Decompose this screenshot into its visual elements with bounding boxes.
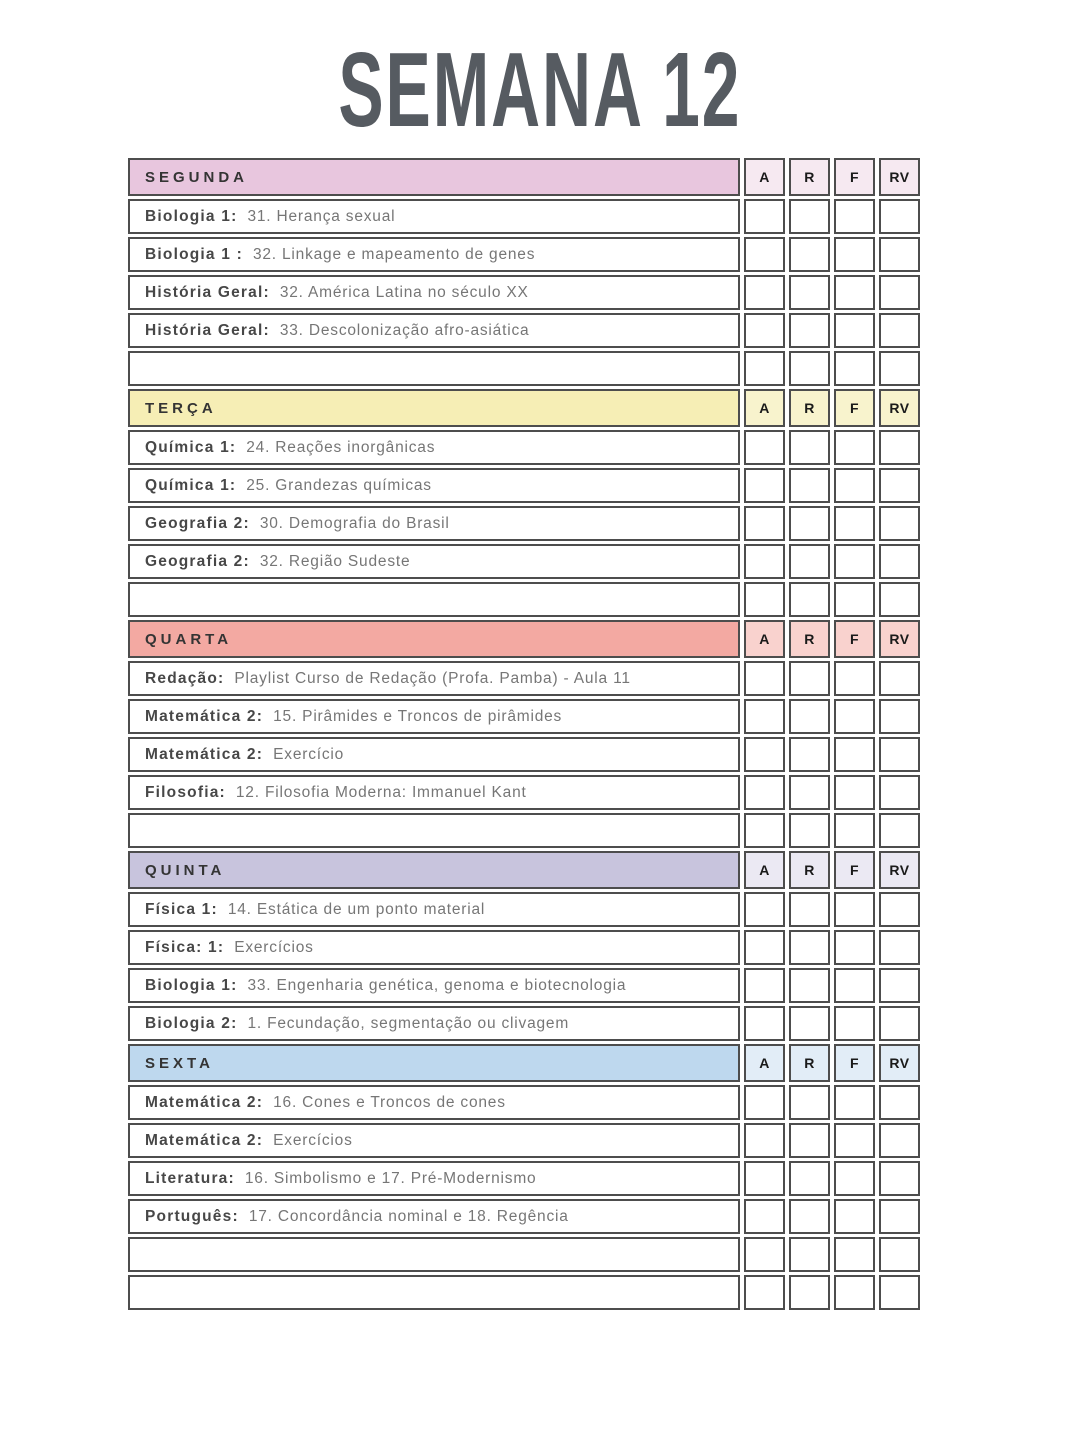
subject-row <box>128 1085 920 1120</box>
check-cell-r[interactable] <box>789 775 830 810</box>
check-cell-r[interactable] <box>789 275 830 310</box>
subject-cell <box>128 699 740 734</box>
subject-cell <box>128 1275 740 1310</box>
subject-row <box>128 1123 920 1158</box>
subject-cell <box>128 582 740 617</box>
check-cell-f[interactable] <box>834 582 875 617</box>
lesson-content: Playlist Curso de Redação (Profa. Pamba) - Aula 11 <box>234 669 631 687</box>
day-header-sexta: SEXTA <box>128 1044 740 1082</box>
lesson-content: 17. Concordância nominal e 18. Regência <box>248 1207 569 1225</box>
subject-cell <box>128 544 740 579</box>
day-header-row <box>128 158 920 196</box>
subject-row <box>128 275 920 310</box>
check-cell-rv[interactable] <box>879 892 920 927</box>
check-column-header-a: A <box>744 389 785 427</box>
subject-row <box>128 1199 920 1234</box>
check-cell-a[interactable] <box>744 1237 785 1272</box>
check-cell-rv[interactable] <box>879 661 920 696</box>
lesson-content: 32. Região Sudeste <box>259 552 411 570</box>
subject-label: Português: <box>145 1207 239 1225</box>
check-cell-rv[interactable] <box>879 430 920 465</box>
day-header-row <box>128 389 920 427</box>
subject-row <box>128 430 920 465</box>
check-cell-rv[interactable] <box>879 930 920 965</box>
subject-cell <box>128 892 740 927</box>
subject-cell <box>128 1237 740 1272</box>
check-cell-f[interactable] <box>834 544 875 579</box>
subject-label: Matemática 2: <box>145 1093 264 1111</box>
week-table <box>124 155 924 1313</box>
check-cell-r[interactable] <box>789 661 830 696</box>
check-cell-a[interactable] <box>744 468 785 503</box>
check-cell-r[interactable] <box>789 813 830 848</box>
check-cell-r[interactable] <box>789 737 830 772</box>
check-cell-a[interactable] <box>744 275 785 310</box>
subject-cell <box>128 930 740 965</box>
subject-row <box>128 775 920 810</box>
check-cell-rv[interactable] <box>879 313 920 348</box>
check-cell-a[interactable] <box>744 930 785 965</box>
check-cell-rv[interactable] <box>879 737 920 772</box>
lesson-content: 33. Descolonização afro-asiática <box>279 321 530 339</box>
check-column-header-r: R <box>789 158 830 196</box>
check-cell-f[interactable] <box>834 1006 875 1041</box>
lesson-content: 32. América Latina no século XX <box>279 283 529 301</box>
check-cell-a[interactable] <box>744 1123 785 1158</box>
subject-label: História Geral: <box>145 321 270 339</box>
subject-cell <box>128 1006 740 1041</box>
check-cell-f[interactable] <box>834 968 875 1003</box>
subject-row <box>128 1161 920 1196</box>
check-cell-r[interactable] <box>789 1237 830 1272</box>
subject-row <box>128 468 920 503</box>
check-cell-rv[interactable] <box>879 699 920 734</box>
subject-row <box>128 661 920 696</box>
subject-label: Química 1: <box>145 438 237 456</box>
check-cell-f[interactable] <box>834 1275 875 1310</box>
check-cell-r[interactable] <box>789 506 830 541</box>
check-cell-r[interactable] <box>789 199 830 234</box>
check-cell-a[interactable] <box>744 813 785 848</box>
subject-label: Biologia 1 : <box>145 245 243 263</box>
subject-label: Literatura: <box>145 1169 235 1187</box>
check-cell-r[interactable] <box>789 930 830 965</box>
check-cell-f[interactable] <box>834 1237 875 1272</box>
check-cell-f[interactable] <box>834 1161 875 1196</box>
subject-label: Matemática 2: <box>145 707 264 725</box>
check-cell-f[interactable] <box>834 699 875 734</box>
subject-label: Física: 1: <box>145 938 225 956</box>
subject-cell <box>128 1199 740 1234</box>
check-cell-f[interactable] <box>834 199 875 234</box>
check-column-header-r: R <box>789 1044 830 1082</box>
check-cell-f[interactable] <box>834 813 875 848</box>
check-cell-f[interactable] <box>834 661 875 696</box>
check-cell-a[interactable] <box>744 699 785 734</box>
lesson-content: 16. Simbolismo e 17. Pré-Modernismo <box>244 1169 537 1187</box>
subject-label: Biologia 1: <box>145 207 238 225</box>
check-cell-a[interactable] <box>744 775 785 810</box>
subject-cell <box>128 1161 740 1196</box>
lesson-content: 33. Engenharia genética, genoma e biotecnologia <box>247 976 627 994</box>
check-column-header-a: A <box>744 620 785 658</box>
check-cell-a[interactable] <box>744 968 785 1003</box>
lesson-content: 24. Reações inorgânicas <box>246 438 436 456</box>
check-cell-r[interactable] <box>789 1199 830 1234</box>
subject-row <box>128 699 920 734</box>
check-cell-rv[interactable] <box>879 1123 920 1158</box>
check-cell-rv[interactable] <box>879 1006 920 1041</box>
subject-cell <box>128 313 740 348</box>
lesson-content: 16. Cones e Troncos de cones <box>273 1093 506 1111</box>
check-cell-r[interactable] <box>789 1006 830 1041</box>
day-header-quarta: QUARTA <box>128 620 740 658</box>
check-cell-rv[interactable] <box>879 506 920 541</box>
subject-cell <box>128 468 740 503</box>
check-cell-f[interactable] <box>834 892 875 927</box>
subject-cell <box>128 775 740 810</box>
check-cell-rv[interactable] <box>879 351 920 386</box>
lesson-content: 30. Demografia do Brasil <box>259 514 450 532</box>
subject-row <box>128 544 920 579</box>
day-header-row <box>128 851 920 889</box>
day-header-row <box>128 620 920 658</box>
check-cell-r[interactable] <box>789 1161 830 1196</box>
check-cell-a[interactable] <box>744 1006 785 1041</box>
planner-page <box>0 31 1080 1313</box>
subject-cell <box>128 199 740 234</box>
subject-label: História Geral: <box>145 283 270 301</box>
lesson-content: 12. Filosofia Moderna: Immanuel Kant <box>235 783 527 801</box>
check-cell-rv[interactable] <box>879 775 920 810</box>
subject-row <box>128 1237 920 1272</box>
check-cell-a[interactable] <box>744 199 785 234</box>
check-cell-rv[interactable] <box>879 1199 920 1234</box>
check-cell-r[interactable] <box>789 582 830 617</box>
day-header-terca: TERÇA <box>128 389 740 427</box>
lesson-content: 32. Linkage e mapeamento de genes <box>252 245 536 263</box>
check-column-header-a: A <box>744 851 785 889</box>
title-wrap <box>0 31 1080 149</box>
lesson-content: 15. Pirâmides e Troncos de pirâmides <box>273 707 563 725</box>
check-column-header-rv: RV <box>879 851 920 889</box>
lesson-content: 1. Fecundação, segmentação ou clivagem <box>247 1014 570 1032</box>
check-cell-a[interactable] <box>744 351 785 386</box>
day-header-segunda: SEGUNDA <box>128 158 740 196</box>
check-cell-f[interactable] <box>834 930 875 965</box>
check-column-header-a: A <box>744 158 785 196</box>
check-cell-f[interactable] <box>834 430 875 465</box>
subject-label: Geografia 2: <box>145 514 250 532</box>
lesson-content: Exercícios <box>234 938 314 956</box>
subject-row <box>128 313 920 348</box>
check-cell-rv[interactable] <box>879 199 920 234</box>
check-cell-rv[interactable] <box>879 582 920 617</box>
subject-row <box>128 506 920 541</box>
check-column-header-a: A <box>744 1044 785 1082</box>
check-cell-r[interactable] <box>789 351 830 386</box>
subject-label: Física 1: <box>145 900 218 918</box>
check-cell-r[interactable] <box>789 237 830 272</box>
check-cell-rv[interactable] <box>879 1275 920 1310</box>
page-title: SEMANA 12 <box>338 31 742 149</box>
check-cell-a[interactable] <box>744 1275 785 1310</box>
subject-row <box>128 813 920 848</box>
check-cell-r[interactable] <box>789 544 830 579</box>
subject-cell <box>128 430 740 465</box>
check-cell-r[interactable] <box>789 968 830 1003</box>
check-cell-r[interactable] <box>789 1085 830 1120</box>
check-cell-rv[interactable] <box>879 237 920 272</box>
subject-row <box>128 199 920 234</box>
check-column-header-rv: RV <box>879 389 920 427</box>
day-header-quinta: QUINTA <box>128 851 740 889</box>
check-cell-rv[interactable] <box>879 1161 920 1196</box>
subject-row <box>128 968 920 1003</box>
check-cell-r[interactable] <box>789 892 830 927</box>
check-cell-f[interactable] <box>834 275 875 310</box>
check-column-header-f: F <box>834 620 875 658</box>
subject-label: Química 1: <box>145 476 237 494</box>
check-cell-a[interactable] <box>744 237 785 272</box>
subject-cell <box>128 737 740 772</box>
check-cell-rv[interactable] <box>879 1237 920 1272</box>
subject-cell <box>128 275 740 310</box>
check-column-header-f: F <box>834 1044 875 1082</box>
lesson-content: 25. Grandezas químicas <box>246 476 432 494</box>
check-cell-a[interactable] <box>744 544 785 579</box>
check-cell-f[interactable] <box>834 506 875 541</box>
subject-cell <box>128 661 740 696</box>
subject-row <box>128 237 920 272</box>
check-column-header-f: F <box>834 851 875 889</box>
check-column-header-r: R <box>789 851 830 889</box>
check-cell-a[interactable] <box>744 430 785 465</box>
subject-cell <box>128 968 740 1003</box>
subject-cell <box>128 351 740 386</box>
lesson-content: Exercícios <box>273 1131 353 1149</box>
subject-row <box>128 737 920 772</box>
check-cell-rv[interactable] <box>879 813 920 848</box>
subject-label: Geografia 2: <box>145 552 250 570</box>
check-column-header-f: F <box>834 389 875 427</box>
check-cell-f[interactable] <box>834 1085 875 1120</box>
check-cell-f[interactable] <box>834 737 875 772</box>
check-cell-rv[interactable] <box>879 468 920 503</box>
subject-label: Biologia 1: <box>145 976 238 994</box>
subject-row <box>128 1006 920 1041</box>
check-cell-r[interactable] <box>789 1275 830 1310</box>
check-cell-f[interactable] <box>834 313 875 348</box>
subject-cell <box>128 506 740 541</box>
check-cell-a[interactable] <box>744 1161 785 1196</box>
check-cell-a[interactable] <box>744 892 785 927</box>
lesson-content: 14. Estática de um ponto material <box>227 900 486 918</box>
check-cell-f[interactable] <box>834 237 875 272</box>
check-cell-a[interactable] <box>744 661 785 696</box>
subject-row <box>128 351 920 386</box>
check-cell-a[interactable] <box>744 506 785 541</box>
subject-cell <box>128 237 740 272</box>
subject-row <box>128 1275 920 1310</box>
lesson-content: Exercício <box>273 745 345 763</box>
subject-row <box>128 930 920 965</box>
subject-cell <box>128 1085 740 1120</box>
check-column-header-rv: RV <box>879 158 920 196</box>
check-cell-rv[interactable] <box>879 275 920 310</box>
check-cell-a[interactable] <box>744 582 785 617</box>
check-cell-f[interactable] <box>834 1199 875 1234</box>
check-column-header-r: R <box>789 620 830 658</box>
check-cell-a[interactable] <box>744 1085 785 1120</box>
check-cell-r[interactable] <box>789 699 830 734</box>
subject-label: Matemática 2: <box>145 745 264 763</box>
subject-label: Filosofia: <box>145 783 226 801</box>
check-cell-f[interactable] <box>834 351 875 386</box>
subject-cell <box>128 1123 740 1158</box>
check-cell-f[interactable] <box>834 468 875 503</box>
check-cell-a[interactable] <box>744 737 785 772</box>
check-cell-f[interactable] <box>834 775 875 810</box>
check-cell-r[interactable] <box>789 1123 830 1158</box>
subject-label: Redação: <box>145 669 225 687</box>
subject-row <box>128 892 920 927</box>
check-cell-a[interactable] <box>744 313 785 348</box>
check-cell-rv[interactable] <box>879 968 920 1003</box>
check-column-header-r: R <box>789 389 830 427</box>
subject-cell <box>128 813 740 848</box>
check-cell-rv[interactable] <box>879 544 920 579</box>
check-cell-rv[interactable] <box>879 1085 920 1120</box>
check-column-header-rv: RV <box>879 1044 920 1082</box>
check-column-header-rv: RV <box>879 620 920 658</box>
day-header-row <box>128 1044 920 1082</box>
check-cell-r[interactable] <box>789 430 830 465</box>
check-column-header-f: F <box>834 158 875 196</box>
subject-label: Matemática 2: <box>145 1131 264 1149</box>
check-cell-f[interactable] <box>834 1123 875 1158</box>
lesson-content: 31. Herança sexual <box>247 207 396 225</box>
subject-label: Biologia 2: <box>145 1014 238 1032</box>
check-cell-r[interactable] <box>789 313 830 348</box>
subject-row <box>128 582 920 617</box>
check-cell-a[interactable] <box>744 1199 785 1234</box>
check-cell-r[interactable] <box>789 468 830 503</box>
